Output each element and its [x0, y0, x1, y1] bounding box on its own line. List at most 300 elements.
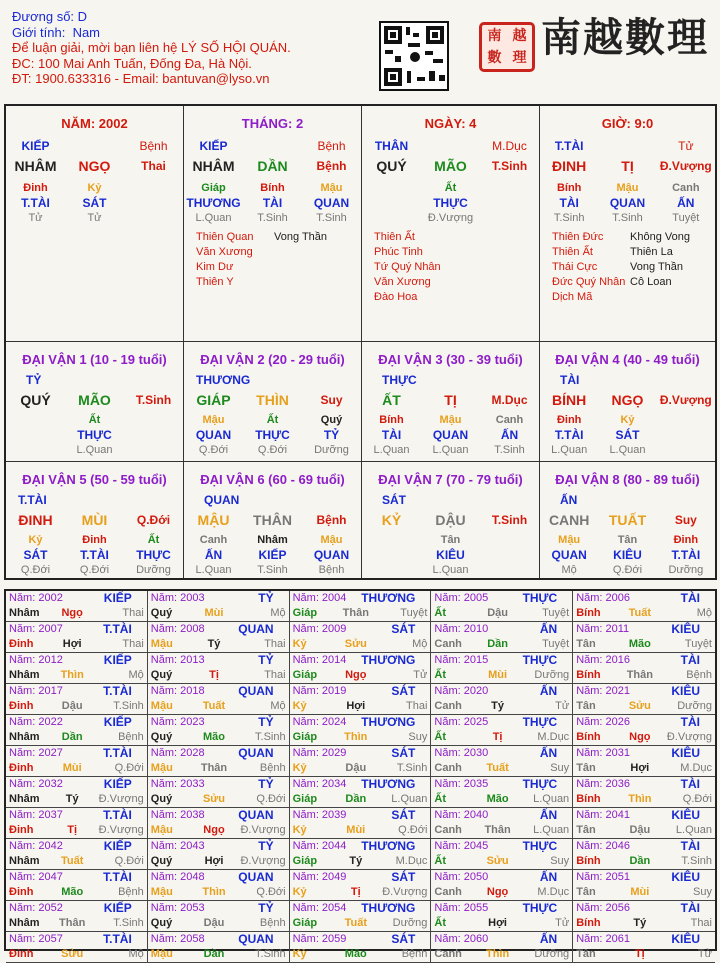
- hidden-gods-row: [6, 195, 183, 210]
- year-cell[interactable]: [573, 746, 715, 777]
- year-god: TÀI: [680, 653, 700, 667]
- year-head: [293, 622, 428, 637]
- year-stage: Tuyệt: [684, 638, 712, 650]
- dv-hidden-stem: Quý: [320, 413, 343, 426]
- year-label: Năm: 2006: [576, 592, 630, 604]
- year-label: Năm: 2020: [434, 685, 489, 697]
- hidden-stem: Đinh: [23, 181, 48, 194]
- dv-god-row: [540, 490, 715, 510]
- pillar-stem-row: [6, 156, 183, 176]
- year-head: [434, 684, 569, 699]
- year-pillar: [151, 854, 286, 869]
- dv-hidden-row: [540, 412, 715, 427]
- year-branch: Mão: [61, 886, 84, 898]
- year-cell[interactable]: [290, 870, 432, 901]
- year-cell[interactable]: [6, 808, 148, 839]
- year-cell[interactable]: [148, 591, 290, 622]
- dai-van-4: [540, 342, 715, 462]
- year-god: KIẾP: [103, 839, 132, 853]
- year-cell[interactable]: [431, 808, 573, 839]
- year-stage: Q.Đới: [256, 793, 286, 805]
- dv-gods-row: [362, 547, 539, 562]
- year-stage: M.Dục: [537, 886, 570, 898]
- year-cell[interactable]: [148, 622, 290, 653]
- dv-hidden-row: [6, 412, 183, 427]
- hidden-stages-row: [6, 210, 183, 225]
- year-cell[interactable]: [290, 901, 432, 932]
- year-head: [9, 591, 144, 606]
- year-stage: L.Quan: [675, 824, 712, 836]
- year-cell[interactable]: [6, 622, 148, 653]
- year-cell[interactable]: [431, 653, 573, 684]
- year-stem: Bính: [576, 855, 601, 867]
- year-cell[interactable]: [148, 715, 290, 746]
- year-head: [434, 622, 569, 637]
- year-stage: Q.Đới: [114, 855, 144, 867]
- year-branch: Dậu: [629, 824, 651, 836]
- year-branch: Thân: [342, 607, 369, 619]
- year-head: [151, 622, 286, 637]
- year-god: KIÊU: [671, 932, 700, 946]
- pillar-4: [540, 106, 715, 342]
- year-pillar: [434, 885, 569, 900]
- year-branch: Dần: [345, 793, 367, 805]
- year-stage: T.Sinh: [255, 948, 286, 960]
- dv-god-row: [184, 490, 361, 510]
- dai-van-title: ĐẠI VẬN 8 (80 - 89 tuổi): [555, 472, 700, 487]
- year-stem: Ất: [434, 917, 446, 929]
- year-cell[interactable]: [290, 653, 432, 684]
- year-head: [9, 839, 144, 854]
- hidden-stage: L.Quan: [195, 211, 232, 224]
- year-label: Năm: 2004: [292, 592, 347, 604]
- year-cell[interactable]: [573, 808, 715, 839]
- hidden-stems-row: [184, 180, 361, 195]
- year-stem: Kỷ: [292, 948, 307, 960]
- year-head: [9, 808, 144, 823]
- year-god: SÁT: [391, 622, 416, 636]
- dv-branch: NGỌ: [611, 392, 644, 408]
- year-cell[interactable]: [290, 591, 432, 622]
- dv-hidden-stem: Mậu: [439, 413, 462, 426]
- year-head: [576, 777, 712, 792]
- dv-stem-row: [6, 510, 183, 530]
- year-pillar: [9, 916, 144, 931]
- dai-van-title: ĐẠI VẬN 3 (30 - 39 tuổi): [378, 352, 523, 367]
- year-stage: Thai: [405, 700, 428, 712]
- year-branch: Mão: [628, 638, 651, 650]
- dv-stem: MẬU: [197, 512, 230, 528]
- year-cell[interactable]: [573, 839, 715, 870]
- year-cell[interactable]: [6, 870, 148, 901]
- year-branch: Dần: [629, 855, 651, 867]
- year-stage: Mộ: [270, 607, 286, 619]
- year-stage: Suy: [408, 731, 428, 743]
- year-label: Năm: 2018: [150, 685, 205, 697]
- dv-branch: THÂN: [253, 512, 292, 528]
- year-stem: Nhâm: [9, 793, 40, 805]
- year-god: QUAN: [238, 932, 274, 946]
- hidden-stage: T.Sinh: [553, 211, 585, 224]
- year-branch: Dần: [487, 638, 508, 650]
- year-label: Năm: 2055: [434, 902, 489, 914]
- year-stage: T.Sinh: [396, 762, 428, 774]
- dv-hidden-god: ẤN: [500, 427, 519, 442]
- year-cell[interactable]: [431, 777, 573, 808]
- dv-hidden-stage: L.Quan: [76, 443, 113, 456]
- qr-code-icon[interactable]: [379, 21, 449, 91]
- year-cell[interactable]: [431, 746, 573, 777]
- year-label: Năm: 2056: [576, 902, 630, 914]
- pillar-title: THÁNG: 2: [241, 116, 304, 131]
- dai-van-title: ĐẠI VẬN 5 (50 - 59 tuổi): [22, 472, 167, 487]
- year-branch: Mùi: [630, 886, 650, 898]
- year-stage: Tử: [555, 700, 570, 712]
- year-pillar: [434, 668, 569, 683]
- year-cell[interactable]: [148, 870, 290, 901]
- hidden-god: ẤN: [677, 195, 695, 210]
- dv-hidden-stem: Đinh: [556, 413, 582, 426]
- dv-hidden-row: [184, 412, 361, 427]
- year-head: [9, 932, 144, 947]
- stem-god: THÂN: [374, 139, 409, 153]
- year-stage: Tuyệt: [542, 638, 570, 650]
- year-cell[interactable]: [431, 870, 573, 901]
- year-head: [293, 839, 428, 854]
- year-label: Năm: 2010: [434, 623, 489, 635]
- year-label: Năm: 2024: [292, 716, 347, 728]
- year-cell[interactable]: [148, 901, 290, 932]
- year-stage: L.Quan: [391, 793, 428, 805]
- year-cell[interactable]: [148, 746, 290, 777]
- year-stage: Mộ: [128, 669, 144, 681]
- year-branch: Ngọ: [486, 886, 509, 898]
- stem-god: T.TÀI: [554, 139, 584, 153]
- year-cell[interactable]: [431, 622, 573, 653]
- year-stage: Thai: [264, 669, 286, 681]
- dv-hidden-stem: Mậu: [320, 533, 343, 546]
- dv-god-row: [184, 370, 361, 390]
- year-label: Năm: 2060: [434, 933, 489, 945]
- stars-right: [274, 230, 327, 245]
- dv-hidden-row: [6, 532, 183, 547]
- dv-hidden-stage: Mộ: [561, 563, 577, 576]
- dv-hidden-stage: T.Sinh: [257, 563, 288, 576]
- dv-hidden-stem: Bính: [379, 413, 404, 426]
- dv-hidden-god: ẤN: [204, 547, 223, 562]
- year-branch: Tuất: [60, 855, 84, 867]
- year-cell[interactable]: [573, 932, 715, 963]
- hidden-god: QUAN: [313, 195, 350, 210]
- year-label: Năm: 2042: [9, 840, 63, 852]
- year-pillar: [293, 699, 428, 714]
- year-cell[interactable]: [6, 591, 148, 622]
- dv-hidden-stem: Kỷ: [28, 533, 43, 546]
- year-god: KIÊU: [671, 746, 700, 760]
- hidden-god: SÁT: [82, 195, 107, 210]
- year-pillar: [434, 606, 569, 621]
- year-stem: Canh: [434, 700, 462, 712]
- dv-stages-row: [362, 442, 539, 457]
- year-branch: Tị: [350, 886, 361, 898]
- year-pillar: [9, 637, 144, 652]
- year-stage: Mộ: [696, 607, 712, 619]
- year-pillar: [9, 761, 144, 776]
- year-cell[interactable]: [290, 839, 432, 870]
- year-god: THƯƠNG: [361, 591, 416, 605]
- year-cell[interactable]: [431, 901, 573, 932]
- dv-hidden-stage: Bệnh: [318, 563, 345, 576]
- year-cell[interactable]: [6, 715, 148, 746]
- year-head: [293, 901, 428, 916]
- year-cell[interactable]: [6, 777, 148, 808]
- pillar-3: [362, 106, 540, 342]
- year-label: Năm: 2029: [292, 747, 347, 759]
- star-name: Thiên La: [630, 246, 673, 258]
- dv-gods-row: [6, 547, 183, 562]
- year-cell[interactable]: [6, 653, 148, 684]
- year-stage: T.Sinh: [113, 917, 144, 929]
- year-head: [151, 932, 286, 947]
- dv-god: THƯƠNG: [196, 373, 251, 387]
- year-pillar: [9, 668, 144, 683]
- dv-gods-row: [362, 427, 539, 442]
- dv-stem: KỶ: [381, 512, 402, 528]
- year-branch: Tị: [634, 948, 645, 960]
- year-cell[interactable]: [573, 901, 715, 932]
- year-stem: Bính: [576, 731, 601, 743]
- year-stem: Nhâm: [9, 731, 40, 743]
- phone-email[interactable]: ĐT: 1900.633316 - Email: bantuvan@lyso.vn: [12, 71, 270, 87]
- dv-stem: QUÝ: [20, 392, 51, 408]
- dv-gods-row: [6, 427, 183, 442]
- dv-hidden-god: QUAN: [432, 427, 469, 442]
- year-head: [9, 653, 144, 668]
- year-cell[interactable]: [148, 777, 290, 808]
- dv-god: T.TÀI: [18, 493, 47, 507]
- stem-god: KIẾP: [199, 139, 228, 153]
- year-stage: T.Sinh: [113, 700, 144, 712]
- year-pillar: [293, 606, 428, 621]
- dv-stages-row: [184, 562, 361, 577]
- year-cell[interactable]: [573, 684, 715, 715]
- year-label: Năm: 2043: [150, 840, 205, 852]
- stage: Tử: [678, 139, 694, 153]
- year-head: [293, 653, 428, 668]
- dv-hidden-god: T.TÀI: [671, 547, 701, 562]
- year-cell[interactable]: [290, 932, 432, 963]
- year-stem: Quý: [150, 855, 173, 867]
- year-god: TÀI: [680, 715, 700, 729]
- year-pillar: [151, 792, 286, 807]
- year-cell[interactable]: [431, 684, 573, 715]
- dv-hidden-god: QUAN: [313, 547, 350, 562]
- year-head: [293, 746, 428, 761]
- hidden-god: T.TÀI: [21, 195, 50, 210]
- year-cell[interactable]: [431, 591, 573, 622]
- year-stem: Canh: [434, 824, 462, 836]
- dv-branch: MÃO: [78, 392, 111, 408]
- year-stage: Đ.Vượng: [240, 855, 286, 867]
- hidden-gods-row: [540, 195, 715, 210]
- year-label: Năm: 2007: [9, 623, 63, 635]
- year-stem: Ất: [434, 855, 446, 867]
- dv-hidden-stage: Q.Đới: [257, 443, 288, 456]
- year-label: Năm: 2036: [576, 778, 630, 790]
- year-cell[interactable]: [6, 932, 148, 963]
- year-stem: Đinh: [9, 886, 34, 898]
- year-cell[interactable]: [573, 622, 715, 653]
- dai-van-1: [6, 342, 184, 462]
- year-branch: Hợi: [62, 638, 82, 650]
- year-god: THỰC: [522, 901, 558, 915]
- year-cell[interactable]: [290, 684, 432, 715]
- year-label: Năm: 2025: [434, 716, 489, 728]
- year-cell[interactable]: [148, 808, 290, 839]
- year-cell[interactable]: [573, 777, 715, 808]
- year-god: TỶ: [258, 777, 274, 791]
- year-cell[interactable]: [6, 746, 148, 777]
- year-stage: L.Quan: [533, 824, 570, 836]
- year-cell[interactable]: [148, 684, 290, 715]
- year-cell[interactable]: [573, 715, 715, 746]
- seal-stamp: 南 越 數 理: [479, 22, 535, 72]
- year-god: TÀI: [680, 591, 700, 605]
- pillar-title: GIỜ: 9:0: [601, 116, 654, 131]
- year-cell[interactable]: [290, 622, 432, 653]
- year-head: [151, 653, 286, 668]
- year-stage: Đ.Vượng: [98, 793, 144, 805]
- year-head: [434, 777, 569, 792]
- year-god: THƯƠNG: [361, 653, 416, 667]
- year-stem: Canh: [434, 948, 462, 960]
- year-stage: Tuyệt: [542, 607, 570, 619]
- dv-stem: ĐINH: [18, 512, 53, 528]
- year-stem: Ất: [434, 669, 446, 681]
- year-god: QUAN: [238, 746, 274, 760]
- heavenly-stem: NHÂM: [14, 158, 57, 174]
- year-pillar: [9, 854, 144, 869]
- year-label: Năm: 2014: [292, 654, 347, 666]
- year-cell[interactable]: [290, 746, 432, 777]
- dv-stem: BÍNH: [552, 392, 587, 408]
- gender-line: [12, 25, 372, 41]
- year-stage: Mộ: [128, 948, 144, 960]
- year-stage: Dưỡng: [677, 700, 712, 712]
- year-cell[interactable]: [431, 932, 573, 963]
- year-god: KIẾP: [103, 591, 132, 605]
- year-stage: M.Dục: [395, 855, 428, 867]
- year-head: [434, 870, 569, 885]
- dv-hidden-stem: Canh: [495, 413, 524, 426]
- year-stem: Đinh: [9, 762, 34, 774]
- dv-branch: THÌN: [256, 392, 289, 408]
- year-stem: Ất: [434, 607, 446, 619]
- year-head: [151, 870, 286, 885]
- year-cell[interactable]: [290, 777, 432, 808]
- year-branch: Tị: [67, 824, 78, 836]
- dv-stem: ẤT: [382, 392, 401, 408]
- annual-table: [4, 589, 717, 960]
- dv-extra: Đ.Vượng: [659, 393, 712, 407]
- year-god: THƯƠNG: [361, 901, 416, 915]
- year-god: TỶ: [258, 653, 274, 667]
- dv-branch: DẬU: [435, 512, 466, 528]
- star-name: Thiên Y: [196, 276, 234, 288]
- year-cell[interactable]: [148, 839, 290, 870]
- hidden-gods-row: [184, 195, 361, 210]
- dv-god: QUAN: [204, 493, 240, 507]
- dv-god: ẤN: [560, 493, 578, 507]
- dv-hidden-stem: Tân: [440, 533, 461, 546]
- year-cell[interactable]: [431, 715, 573, 746]
- year-pillar: [293, 885, 428, 900]
- year-stem: Mậu: [150, 700, 173, 712]
- year-cell[interactable]: [290, 715, 432, 746]
- dv-extra: T.Sinh: [491, 513, 528, 527]
- year-stem: Giáp: [292, 669, 318, 681]
- year-cell[interactable]: [573, 591, 715, 622]
- star-name: Vong Thần: [274, 231, 328, 243]
- year-cell[interactable]: [573, 870, 715, 901]
- year-stage: T.Sinh: [681, 855, 712, 867]
- year-cell[interactable]: [431, 839, 573, 870]
- dv-hidden-god: THỰC: [255, 427, 290, 442]
- pillar-stem-row: [362, 156, 539, 176]
- year-cell[interactable]: [6, 901, 148, 932]
- year-pillar: [576, 637, 712, 652]
- year-cell[interactable]: [6, 684, 148, 715]
- year-cell[interactable]: [6, 839, 148, 870]
- year-pillar: [293, 761, 428, 776]
- year-god: ẤN: [539, 746, 558, 760]
- year-god: ẤN: [539, 808, 558, 822]
- year-branch: Sửu: [344, 638, 367, 650]
- year-label: Năm: 2041: [576, 809, 630, 821]
- dv-hidden-stage: Dưỡng: [314, 443, 349, 456]
- year-stage: L.Quan: [533, 793, 570, 805]
- year-label: Năm: 2037: [9, 809, 63, 821]
- year-god: QUAN: [238, 622, 274, 636]
- dv-hidden-stem: Nhâm: [257, 533, 288, 546]
- year-label: Năm: 2011: [576, 623, 630, 635]
- year-cell[interactable]: [148, 932, 290, 963]
- year-cell[interactable]: [290, 808, 432, 839]
- stage: Bệnh: [317, 139, 346, 153]
- year-pillar: [576, 730, 712, 745]
- dai-van-2: [184, 342, 362, 462]
- dv-stages-row: [540, 442, 715, 457]
- year-cell[interactable]: [573, 653, 715, 684]
- year-label: Năm: 2059: [292, 933, 347, 945]
- dv-stages-row: [362, 562, 539, 577]
- year-pillar: [151, 916, 286, 931]
- year-cell[interactable]: [148, 653, 290, 684]
- heavenly-stem: NHÂM: [192, 158, 235, 174]
- year-head: [9, 622, 144, 637]
- star-name: Kim Dư: [196, 261, 234, 273]
- dv-stem-row: [540, 390, 715, 410]
- year-pillar: [434, 854, 569, 869]
- dai-van-title: ĐẠI VẬN 2 (20 - 29 tuổi): [200, 352, 345, 367]
- year-stem: Bính: [576, 607, 601, 619]
- year-stem: Kỷ: [292, 824, 307, 836]
- year-pillar: [576, 668, 712, 683]
- year-head: [151, 715, 286, 730]
- year-stage: Bệnh: [259, 917, 286, 929]
- year-branch: Tuất: [628, 607, 652, 619]
- year-branch: Thìn: [344, 731, 368, 743]
